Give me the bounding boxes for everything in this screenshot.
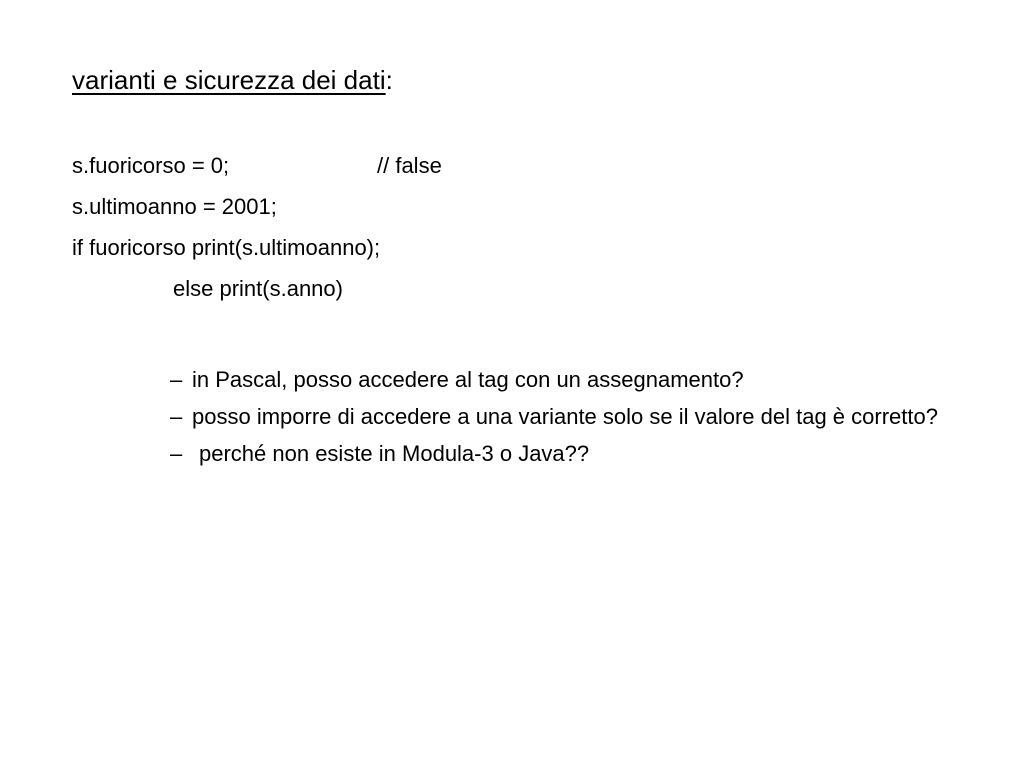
bullet-item-1 [170, 364, 970, 396]
slide-title [72, 62, 393, 98]
bullet-dash-2: – [170, 404, 183, 429]
bullet-list [170, 364, 970, 475]
code-line-1 [72, 151, 442, 181]
code-line-2: s.ultimoanno = 2001; [72, 194, 277, 219]
bullet-text-3: perché non esiste in Modula-3 o Java?? [199, 441, 590, 466]
slide-title-text: varianti e sicurezza dei dati [72, 65, 386, 95]
bullet-item-2 [170, 401, 970, 433]
bullet-text-1: in Pascal, posso accedere al tag con un assegnamento? [192, 367, 744, 392]
code-line-4: else print(s.anno) [173, 276, 343, 301]
bullet-text-2: posso imporre di accedere a una variante solo se il valore del tag è corretto? [192, 404, 938, 429]
bullet-dash-1: – [170, 367, 183, 392]
code-line-1-text: s.fuoricorso = 0; [72, 153, 230, 178]
code-line-3: if fuoricorso print(s.ultimoanno); [72, 235, 381, 260]
bullet-dash-3: – [170, 441, 183, 466]
code-line-1-comment: // false [377, 153, 442, 178]
slide-title-colon: : [385, 65, 393, 95]
bullet-item-3 [170, 438, 970, 470]
